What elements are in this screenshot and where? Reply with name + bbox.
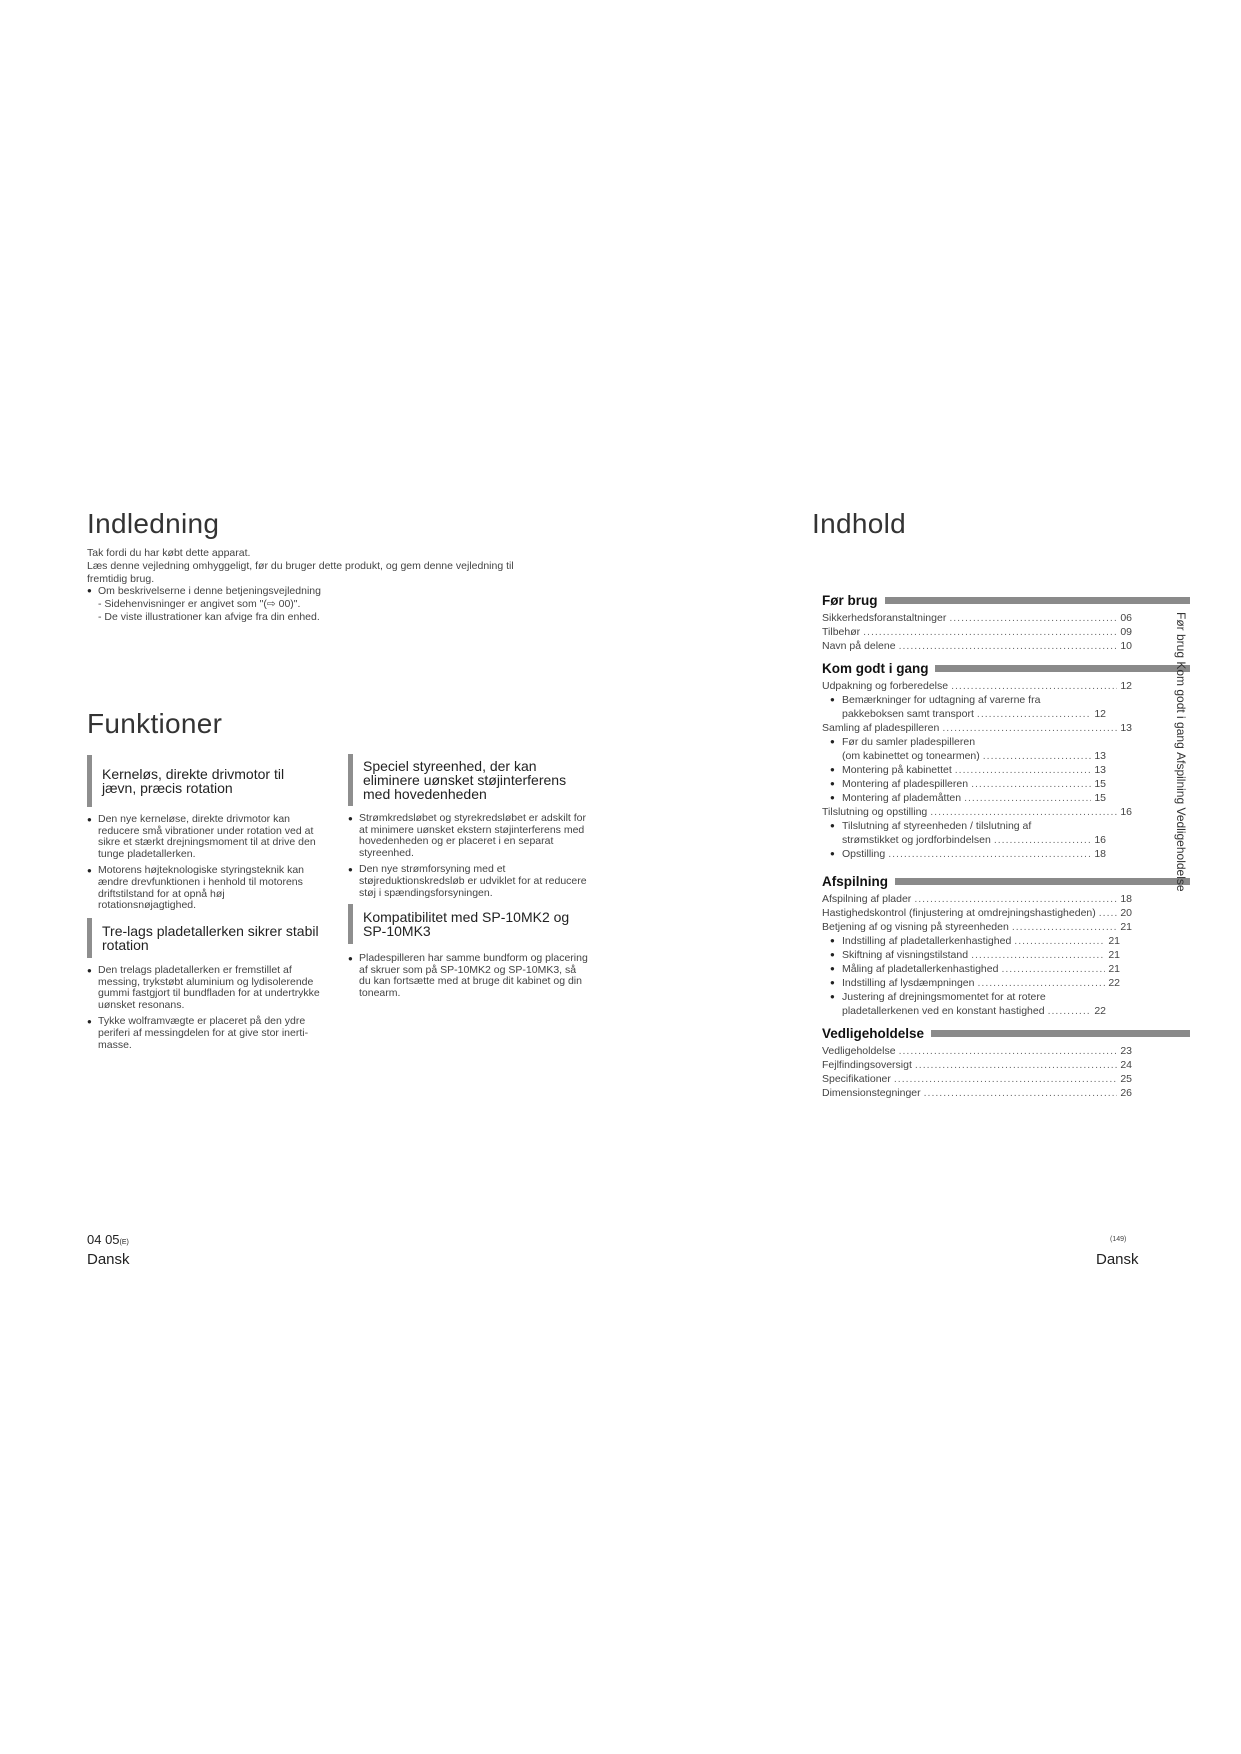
- section-bar: [885, 597, 1191, 604]
- toc-entry[interactable]: [822, 920, 1132, 934]
- toc-entry[interactable]: [822, 763, 1106, 777]
- page-number-small: (E): [119, 1239, 129, 1246]
- toc-entry-text: Tilbehør: [822, 626, 861, 638]
- dot-leader: [924, 1086, 1118, 1100]
- toc-entries: [822, 1044, 1132, 1100]
- toc-entry[interactable]: [822, 791, 1106, 805]
- toc-entry-text: Udpakning og forberedelse: [822, 680, 949, 692]
- side-tab[interactable]: Før brug: [1174, 612, 1188, 659]
- dot-leader: [1012, 920, 1118, 934]
- toc-section-heading: [822, 873, 1190, 889]
- feature-heading-line: rotation: [102, 937, 149, 953]
- toc-page: 09: [1120, 626, 1132, 638]
- toc-page: 24: [1120, 1059, 1132, 1071]
- toc-page: 10: [1120, 640, 1132, 652]
- dot-leader: [949, 611, 1117, 625]
- toc-page: 23: [1120, 1045, 1132, 1057]
- toc-entry[interactable]: [822, 805, 1132, 819]
- toc-page: 16: [1094, 834, 1106, 846]
- toc-entry[interactable]: [822, 749, 1106, 763]
- intro-line: Læs denne vejledning omhyggeligt, før du bruger dette produkt, og gem denne vejledning til: [87, 559, 514, 572]
- toc-entry-text: ● Bemærkninger for udtagning af varerne fra: [830, 693, 1040, 707]
- toc-entry-text: Navn på delene: [822, 640, 896, 652]
- dot-leader: [964, 791, 1091, 805]
- toc-entry[interactable]: [822, 962, 1120, 976]
- toc-page: 21: [1120, 921, 1132, 933]
- side-tab[interactable]: Vedligeholdelse: [1174, 807, 1188, 892]
- dot-leader: [888, 847, 1091, 861]
- toc-entry[interactable]: [822, 948, 1120, 962]
- feature-bullet: ● Motorens højteknologiske styringsteknik kan ændre drevfunktionen i henhold til motorens driftstilstand for at opnå høj rotationsnøjagtighed.: [87, 865, 322, 911]
- toc-page: 16: [1120, 806, 1132, 818]
- toc-entry[interactable]: [822, 721, 1132, 735]
- dot-leader: [977, 707, 1091, 721]
- dot-leader: [994, 833, 1092, 847]
- toc-entry-text: Betjening af og visning på styreenheden: [822, 921, 1009, 933]
- feature-bullet: ● Strømkredsløbet og styrekredsløbet er adskilt for at minimere uønsket ekstern støjinterferens med hovedenheden og er placeret i en separat styreenhed.: [348, 813, 588, 859]
- toc-page: 21: [1108, 949, 1120, 961]
- features-title: Funktioner: [87, 708, 223, 739]
- side-tab[interactable]: Afspilning: [1174, 752, 1188, 805]
- toc-entry[interactable]: [822, 1086, 1132, 1100]
- toc-page: 12: [1120, 680, 1132, 692]
- toc-section-heading: [822, 1025, 1190, 1041]
- page-numbers: [87, 1232, 129, 1247]
- toc-section-heading: [822, 592, 1190, 608]
- language-label: Dansk: [1096, 1251, 1139, 1268]
- feature-heading-line: Kerneløs, direkte drivmotor til: [102, 766, 285, 782]
- toc-section-title: Afspilning: [822, 873, 888, 889]
- dot-leader: [1048, 1004, 1092, 1018]
- toc-entry[interactable]: [822, 1072, 1132, 1086]
- intro-title: Indledning: [87, 508, 220, 539]
- toc-page: 15: [1094, 792, 1106, 804]
- side-tabs: [1174, 612, 1188, 896]
- feature-heading-line: Tre-lags pladetallerken sikrer stabil: [102, 923, 319, 939]
- toc-title: Indhold: [812, 508, 906, 539]
- toc-entries: [822, 679, 1132, 861]
- toc-page: 22: [1094, 1005, 1106, 1017]
- toc-section-title: Før brug: [822, 592, 878, 608]
- side-tab[interactable]: Kom godt i gang: [1174, 661, 1188, 749]
- feature-bullet: ● Den nye strømforsyning med et støjreduktionskredsløb er udviklet for at reducere støj i spændingsforsyningen.: [348, 864, 588, 899]
- toc-entry[interactable]: [822, 625, 1132, 639]
- toc-page: 25: [1120, 1073, 1132, 1085]
- dot-leader: [863, 625, 1117, 639]
- toc-page: 18: [1094, 848, 1106, 860]
- dot-leader: [1014, 934, 1105, 948]
- dot-leader: [915, 1058, 1117, 1072]
- dot-leader: [971, 777, 1091, 791]
- toc-section-title: Kom godt i gang: [822, 660, 929, 676]
- page-number-text: 04 05: [87, 1232, 120, 1247]
- toc-entry[interactable]: [822, 735, 1132, 749]
- intro-sub: - Sidehenvisninger er angivet som "(⇨ 00)".: [98, 598, 301, 611]
- toc-entry-text: ● Indstilling af pladetallerkenhastighed: [830, 934, 1011, 948]
- toc-entry-text: ● Tilslutning af styreenheden / tilslutning af: [830, 819, 1031, 833]
- feature-heading-line: jævn, præcis rotation: [102, 780, 233, 796]
- feature-heading-line: SP-10MK3: [363, 923, 431, 939]
- section-bar: [931, 1030, 1190, 1037]
- dot-leader: [1001, 962, 1105, 976]
- toc-entry-text: strømstikket og jordforbindelsen: [842, 834, 991, 846]
- intro-sub: - De viste illustrationer kan afvige fra din enhed.: [98, 610, 320, 623]
- toc-page: 21: [1108, 935, 1120, 947]
- toc-entry[interactable]: [822, 819, 1132, 833]
- feature-heading-line: med hovedenheden: [363, 786, 487, 802]
- toc-page: 15: [1094, 778, 1106, 790]
- toc-entry[interactable]: [822, 906, 1132, 920]
- toc-entry[interactable]: [822, 611, 1132, 625]
- toc-entry-text: ● Indstilling af lysdæmpningen: [830, 976, 975, 990]
- toc-entry[interactable]: [822, 976, 1120, 990]
- dot-leader: [942, 721, 1117, 735]
- section-bar: [895, 878, 1190, 885]
- toc-entry-text: Sikkerhedsforanstaltninger: [822, 612, 947, 624]
- dot-leader: [894, 1072, 1117, 1086]
- toc-entry[interactable]: [822, 847, 1106, 861]
- dot-leader: [983, 749, 1092, 763]
- feature-bullet: ● Den nye kerneløse, direkte drivmotor kan reducere små vibrationer under rotation ved at sikre et stærkt drejningsmoment til at drive den tunge pladetallerken.: [87, 814, 322, 860]
- toc-page: 22: [1108, 977, 1120, 989]
- toc-page: 12: [1094, 708, 1106, 720]
- feature-body: [87, 814, 322, 917]
- feature-body: [348, 813, 588, 904]
- dot-leader: [955, 763, 1092, 777]
- toc-page: 13: [1120, 722, 1132, 734]
- toc-section-heading: [822, 660, 1190, 676]
- dot-leader: [914, 892, 1117, 906]
- feature-heading: [87, 918, 337, 958]
- feature-heading: [348, 754, 603, 806]
- toc-entry-text: ● Montering af pladespilleren: [830, 777, 968, 791]
- feature-body: [87, 965, 322, 1056]
- toc-entry[interactable]: [822, 1044, 1132, 1058]
- toc-entry[interactable]: [822, 1058, 1132, 1072]
- toc-entry-text: ● Skiftning af visningstilstand: [830, 948, 968, 962]
- dot-leader: [899, 639, 1118, 653]
- toc-entry-text: ● Montering af plademåtten: [830, 791, 961, 805]
- language-label: Dansk: [87, 1251, 130, 1268]
- feature-heading: [348, 904, 603, 944]
- feature-heading-line: Speciel styreenhed, der kan: [363, 758, 537, 774]
- toc-entry[interactable]: [822, 707, 1106, 721]
- feature-bullet: ● Tykke wolframvægte er placeret på den ydre periferi af messingdelen for at give stor inerti-masse.: [87, 1016, 322, 1051]
- intro-text: [87, 547, 567, 624]
- toc: [822, 592, 1190, 1100]
- toc-entry-text: ● Måling af pladetallerkenhastighed: [830, 962, 998, 976]
- dot-leader: [1099, 906, 1118, 920]
- toc-entry-text: Fejlfindingsoversigt: [822, 1059, 912, 1071]
- toc-entry-text: Samling af pladespilleren: [822, 722, 940, 734]
- dot-leader: [951, 679, 1117, 693]
- toc-entry-text: Tilslutning og opstilling: [822, 806, 928, 818]
- intro-line: Tak fordi du har købt dette apparat.: [87, 547, 251, 559]
- dot-leader: [930, 805, 1117, 819]
- feature-heading-line: eliminere uønsket støjinterferens: [363, 772, 567, 788]
- toc-entries: [822, 892, 1132, 1018]
- toc-entry-text: Specifikationer: [822, 1073, 891, 1085]
- dot-leader: [971, 948, 1105, 962]
- toc-page: 20: [1120, 907, 1132, 919]
- feature-bullet: ● Pladespilleren har samme bundform og placering af skruer som på SP-10MK2 og SP-10MK3, så du kan fortsætte med at bruge dit kabinet og din tonearm.: [348, 953, 588, 999]
- toc-entry-text: Dimensionstegninger: [822, 1087, 921, 1099]
- toc-section-title: Vedligeholdelse: [822, 1025, 925, 1041]
- intro-line: fremtidig brug.: [87, 572, 155, 585]
- feature-heading-line: Kompatibilitet med SP-10MK2 og: [363, 909, 570, 925]
- dot-leader: [978, 976, 1106, 990]
- toc-entries: [822, 611, 1132, 653]
- toc-entry[interactable]: [822, 1004, 1106, 1018]
- toc-entry-text: Afspilning af plader: [822, 893, 912, 905]
- toc-entry-text: ● Justering af drejningsmomentet for at rotere: [830, 990, 1046, 1004]
- page-number-right: (149): [1110, 1236, 1127, 1243]
- dot-leader: [899, 1044, 1118, 1058]
- toc-page: 21: [1108, 963, 1120, 975]
- intro-bullet: ● Om beskrivelserne i denne betjeningsvejledning: [87, 585, 567, 598]
- toc-entry[interactable]: [822, 639, 1132, 653]
- toc-entry[interactable]: [822, 777, 1106, 791]
- toc-entry[interactable]: [822, 990, 1132, 1004]
- toc-entry[interactable]: [822, 892, 1132, 906]
- toc-entry[interactable]: [822, 833, 1106, 847]
- toc-page: 18: [1120, 893, 1132, 905]
- toc-entry-text: ● Opstilling: [830, 847, 885, 861]
- feature-bullet: ● Den trelags pladetallerken er fremstillet af messing, trykstøbt aluminium og lydisolerende gummi fastgjort til bundfladen for at undertrykke uønsket resonans.: [87, 965, 322, 1011]
- toc-entry-text: Hastighedskontrol (finjustering at omdrejningshastigheden): [822, 907, 1096, 919]
- toc-entry-text: ● Før du samler pladespilleren: [830, 735, 975, 749]
- toc-entry[interactable]: [822, 693, 1132, 707]
- toc-page: 26: [1120, 1087, 1132, 1099]
- feature-body: [348, 953, 588, 1004]
- toc-entry-text: pakkeboksen samt transport: [842, 708, 974, 720]
- feature-heading: [87, 755, 337, 807]
- toc-entry[interactable]: [822, 679, 1132, 693]
- toc-page: 13: [1094, 750, 1106, 762]
- section-bar: [935, 665, 1190, 672]
- toc-entry-text: (om kabinettet og tonearmen): [842, 750, 980, 762]
- toc-entry[interactable]: [822, 934, 1120, 948]
- toc-entry-text: Vedligeholdelse: [822, 1045, 896, 1057]
- toc-page: 13: [1094, 764, 1106, 776]
- toc-entry-text: pladetallerkenen ved en konstant hastighed: [842, 1005, 1045, 1017]
- toc-entry-text: ● Montering på kabinettet: [830, 763, 952, 777]
- toc-page: 06: [1120, 612, 1132, 624]
